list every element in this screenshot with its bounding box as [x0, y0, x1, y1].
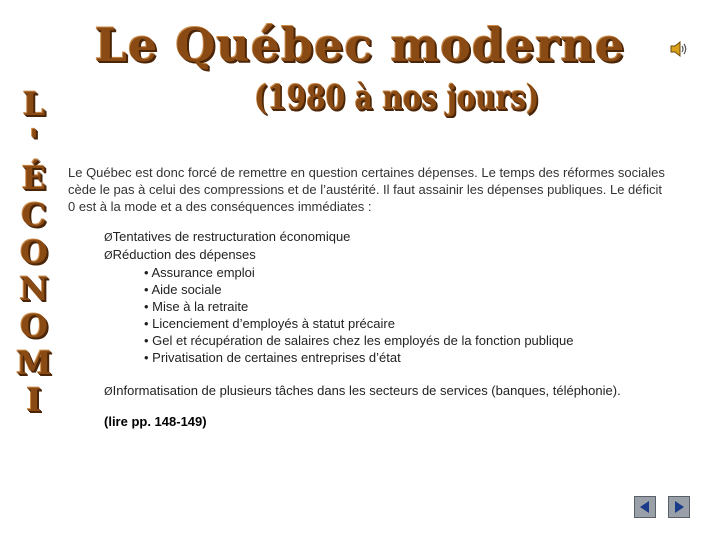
- page-reference: (lire pp. 148-149): [104, 414, 207, 429]
- slide-title: Le Québec moderne: [94, 18, 626, 72]
- banner-letter: M: [16, 344, 52, 382]
- sub-list-item: • Gel et récupération de salaires chez les employés de la fonction publique: [144, 333, 574, 348]
- banner-letter: O: [20, 307, 48, 345]
- banner-letter: O: [20, 233, 48, 271]
- previous-slide-button[interactable]: [634, 496, 656, 518]
- sub-list-item: • Privatisation de certaines entreprises d’état: [144, 350, 401, 365]
- sub-list-item: • Licenciement d’employés à statut précaire: [144, 316, 395, 331]
- sub-list-item: • Mise à la retraite: [144, 299, 249, 314]
- banner-letter: N: [19, 270, 49, 308]
- triangle-left-icon: [635, 497, 655, 517]
- list-item-text: Tentatives de restructuration économique: [112, 229, 351, 244]
- next-slide-button[interactable]: [668, 496, 690, 518]
- list-item: [104, 246, 704, 264]
- slide-subtitle: (1980 à nos jours): [254, 78, 540, 118]
- triangle-right-icon: [669, 497, 689, 517]
- intro-paragraph: Le Québec est donc forcé de remettre en question certaines dépenses. Le temps des réformes sociales cède le pas à celui des compressions et de l’austérité. Il faut assainir les dépenses publiques. Le déficit 0 est à la mode et a des conséquences immédiates :: [68, 165, 665, 214]
- banner-letter: L: [22, 85, 46, 123]
- vertical-banner: [12, 86, 56, 419]
- list-item-text: Réduction des dépenses: [112, 247, 256, 262]
- list-item: [104, 228, 704, 246]
- list-item: [104, 382, 704, 400]
- arrow-bullet-icon: Ø: [104, 231, 113, 244]
- banner-letter: I: [26, 381, 42, 419]
- bullet-list: [104, 228, 704, 400]
- speaker-icon[interactable]: [668, 38, 690, 60]
- list-item-text: Informatisation de plusieurs tâches dans les secteurs de services (banques, téléphonie).: [112, 383, 621, 398]
- banner-letter: É: [21, 159, 47, 197]
- sub-list-item: • Assurance emploi: [144, 265, 255, 280]
- banner-letter: ': [29, 122, 39, 160]
- sub-list-item: • Aide sociale: [144, 282, 222, 297]
- banner-letter: C: [21, 196, 47, 234]
- arrow-bullet-icon: Ø: [104, 249, 113, 262]
- arrow-bullet-icon: Ø: [104, 385, 113, 398]
